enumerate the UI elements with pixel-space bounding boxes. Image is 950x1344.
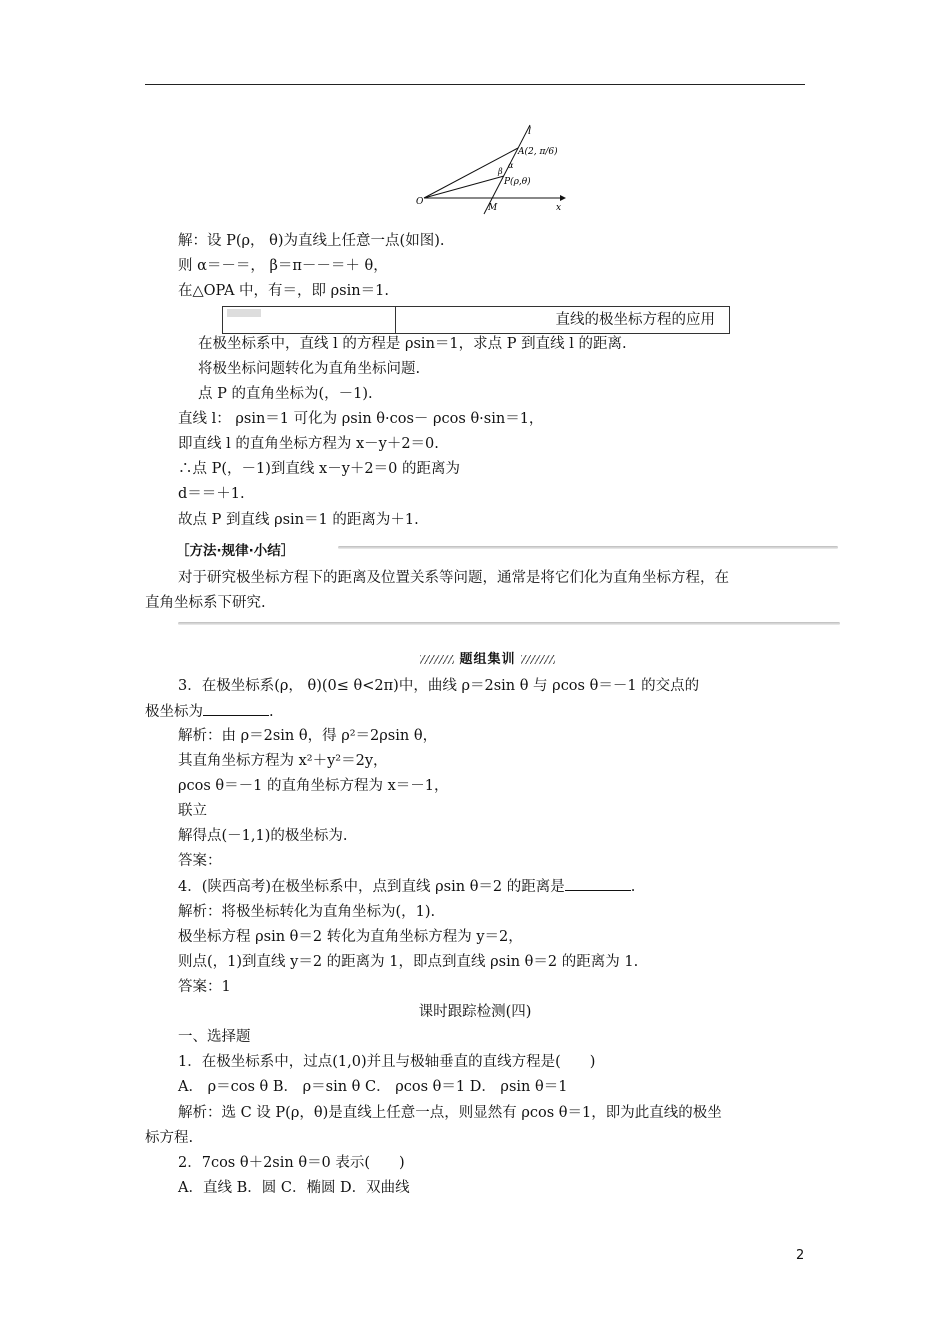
t1-solution: 标方程. — [145, 1130, 194, 1146]
q4-solution: 则点(，1)到直线 y＝2 的距离为 1，即点到直线 ρsin θ＝2 的距离为 1. — [178, 954, 639, 970]
page-number: 2 — [796, 1248, 805, 1263]
solution-line: 在△OPA 中，有＝，即 ρsin＝1. — [178, 283, 389, 299]
group-title — [420, 648, 555, 667]
example-step: 即直线 l 的直角坐标方程为 x－y＋2＝0. — [178, 436, 439, 452]
section-title-box — [222, 306, 730, 334]
q4-answer: 答案：1 — [178, 979, 231, 995]
q3-stem: 3．在极坐标系(ρ， θ)(0≤ θ<2π)中，曲线 ρ＝2sin θ 与 ρcos θ＝－1 的交点的 — [178, 678, 700, 694]
label-beta: β — [498, 167, 503, 176]
part-heading: 一、选择题 — [178, 1029, 251, 1045]
method-divider-top — [338, 546, 838, 549]
example-step: 点 P 的直角坐标为(，－1). — [198, 386, 373, 402]
example-step: 将极坐标问题转化为直角坐标问题. — [198, 361, 421, 377]
example-step: ∴点 P(，－1)到直线 x－y＋2＝0 的距离为 — [178, 461, 460, 477]
t1-options: A． ρ＝cos θ B． ρ＝sin θ C． ρcos θ＝1 D． ρsin θ＝1 — [178, 1079, 568, 1095]
t2-stem: 2．7cos θ＋2sin θ＝0 表示( ) — [178, 1155, 405, 1171]
q4-stem-text: 4．(陕西高考)在极坐标系中，点到直线 ρsin θ＝2 的距离是 — [178, 879, 565, 895]
method-text: 对于研究极坐标方程下的距离及位置关系等问题，通常是将它们化为直角坐标方程，在 — [178, 570, 729, 586]
q3-stem-text: 极坐标为 — [145, 704, 203, 720]
q4-solution: 极坐标方程 ρsin θ＝2 转化为直角坐标方程为 y＝2， — [178, 929, 523, 945]
section-tag-icon — [227, 309, 261, 317]
method-heading: ［方法·规律·小结］ — [176, 543, 295, 559]
t2-options: A．直线 B．圆 C．椭圆 D．双曲线 — [178, 1180, 410, 1196]
example-step: d＝＝＋1. — [178, 486, 245, 502]
label-p: P(ρ,θ) — [504, 177, 531, 187]
solution-line: 则 α＝－＝， β＝π－－＝＋ θ， — [178, 258, 388, 274]
q3-solution: ρcos θ＝－1 的直角坐标方程为 x＝－1， — [178, 778, 449, 794]
label-x: x — [556, 203, 562, 213]
polar-line-figure — [410, 122, 570, 216]
t1-stem: 1．在极坐标系中，过点(1,0)并且与极轴垂直的直线方程是( ) — [178, 1054, 596, 1070]
test-title: 课时跟踪检测(四) — [418, 1004, 532, 1020]
example-question: 在极坐标系中，直线 l 的方程是 ρsin＝1，求点 P 到直线 l 的距离. — [198, 336, 627, 352]
solution-line: 解：设 P(ρ， θ)为直线上任意一点(如图). — [178, 233, 445, 249]
t1-solution: 解析：选 C 设 P(ρ，θ)是直线上任意一点，则显然有 ρcos θ＝1，即为此直线的极坐 — [178, 1105, 722, 1121]
q3-solution: 联立 — [178, 803, 207, 819]
group-title-text: 题组集训 — [459, 652, 516, 667]
header-rule — [145, 84, 805, 85]
label-a: A(2, π/6) — [518, 147, 558, 157]
answer-blank — [203, 701, 269, 716]
example-step: 直线 l： ρsin＝1 可化为 ρsin θ·cos－ ρcos θ·sin＝1， — [178, 411, 544, 427]
method-divider-bottom — [178, 622, 840, 625]
label-alpha: α — [508, 161, 514, 170]
hatch-left-icon — [420, 655, 454, 664]
q3-solution: 其直角坐标方程为 x²＋y²＝2y， — [178, 753, 388, 769]
label-l: l — [528, 126, 532, 137]
q4-solution: 解析：将极坐标转化为直角坐标为(，1). — [178, 904, 436, 920]
hatch-right-icon — [521, 655, 555, 664]
q3-solution: 解析：由 ρ＝2sin θ，得 ρ²＝2ρsin θ， — [178, 728, 438, 744]
q3-solution: 解得点(－1,1)的极坐标为. — [178, 828, 348, 844]
q4-stem: 4．(陕西高考)在极坐标系中，点到直线 ρsin θ＝2 的距离是 . — [178, 876, 635, 897]
label-m: M — [488, 203, 498, 213]
method-text: 直角坐标系下研究. — [145, 595, 266, 611]
q3-answer: 答案： — [178, 853, 222, 869]
q3-stem: 极坐标为 . — [145, 701, 274, 722]
answer-blank — [565, 876, 631, 891]
section-tag-cell — [223, 307, 396, 333]
example-conclusion: 故点 P 到直线 ρsin＝1 的距离为＋1. — [178, 512, 419, 528]
label-o: O — [416, 197, 424, 207]
section-title: 直线的极坐标方程的应用 — [555, 312, 715, 328]
